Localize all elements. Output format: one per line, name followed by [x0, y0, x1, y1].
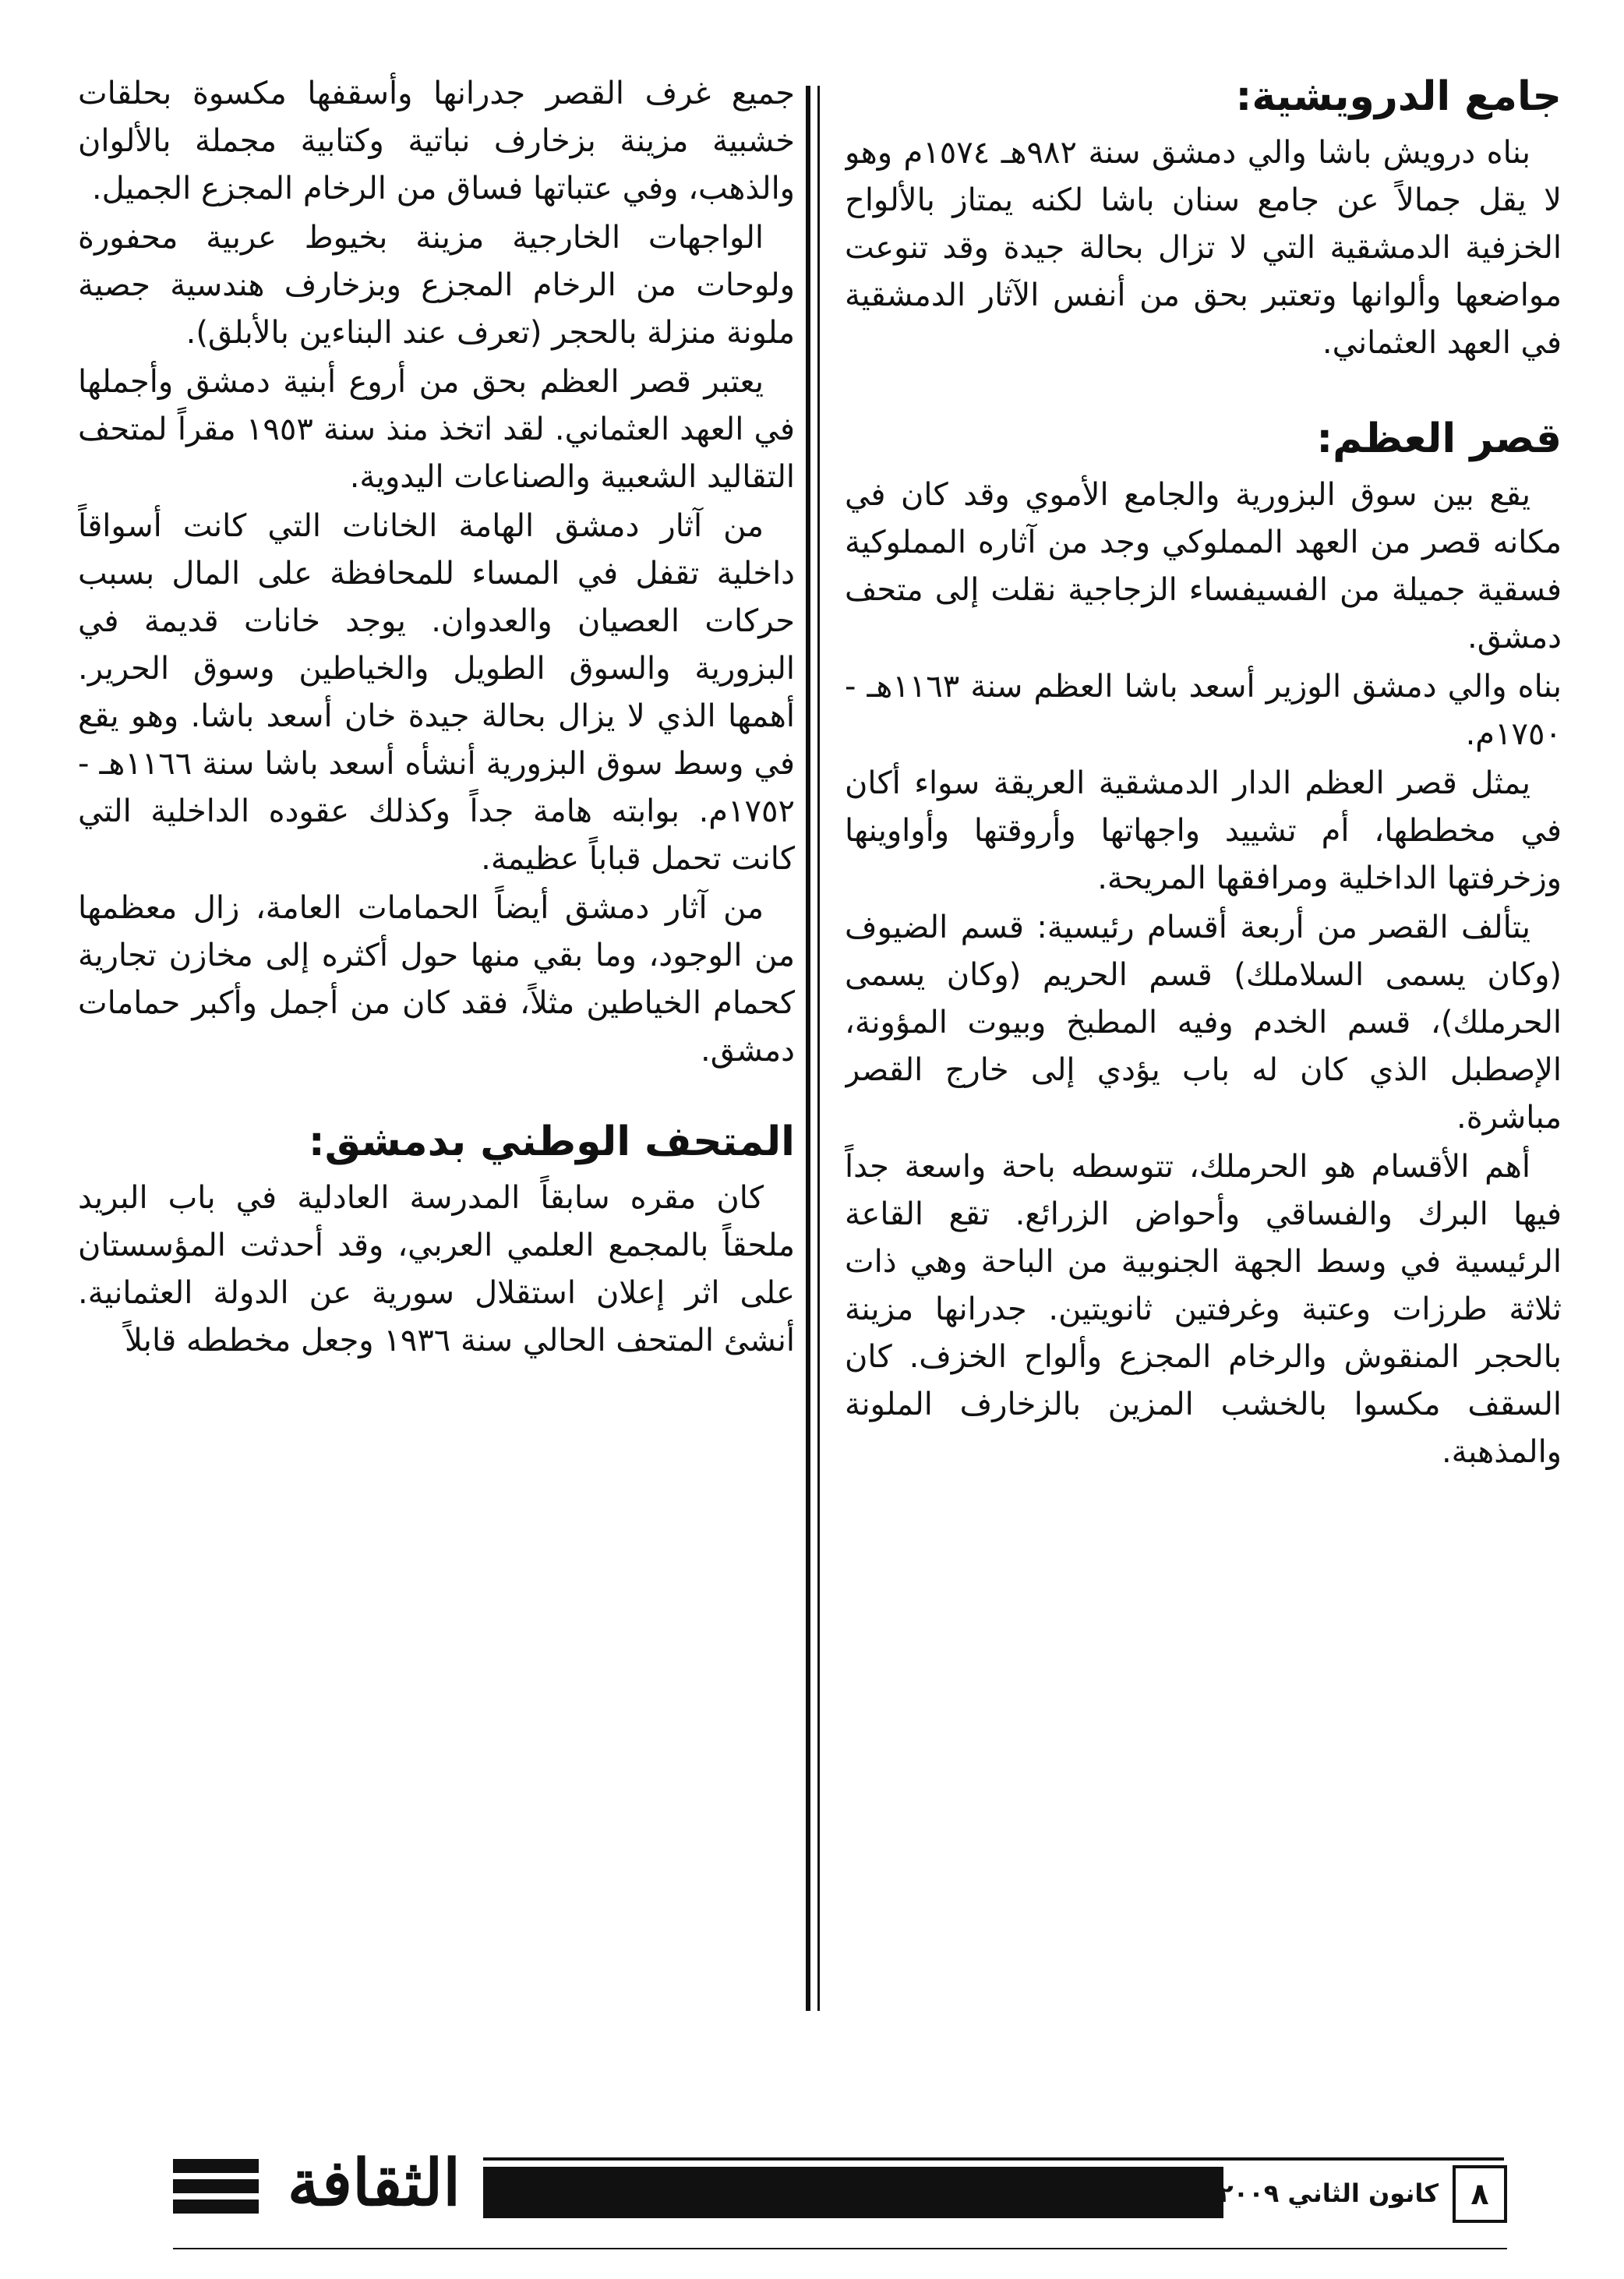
issue-date: كانون الثاني ٢٠٠٩م	[1199, 2178, 1439, 2208]
magazine-logo: الثقافة	[287, 2146, 461, 2221]
footer-black-bar	[483, 2167, 1223, 2218]
left-column	[78, 70, 795, 2042]
paragraph: يعتبر قصر العظم بحق من أروع أبنية دمشق وأجملها في العهد العثماني. لقد اتخذ منذ سنة ١٩٥٣ مقراً لمتحف التقاليد الشعبية والصناعات اليدوية.	[78, 364, 795, 495]
paragraph: بناه درويش باشا والي دمشق سنة ٩٨٢هـ ١٥٧٤م وهو لا يقل جمالاً عن جامع سنان باشا لكنه يمتاز بالألواح الخزفية الدمشقية التي لا تزال بحالة جيدة وقد تنوعت مواضعها وألوانها وتعتبر بحق من أنفس الآثار الدمشقية في العهد العثماني.	[845, 135, 1562, 361]
section-heading-darwishiyya-mosque: جامع الدرويشية:	[1235, 73, 1562, 120]
paragraph: يمثل قصر العظم الدار الدمشقية العريقة سواء أكان في مخططها، أم تشييد واجهاتها وأروقتها وأواوينها وزخرفتها الداخلية ومرافقها المريحة.	[845, 765, 1562, 896]
page-number: ٨	[1453, 2165, 1507, 2223]
footer-thin-rule	[483, 2157, 1504, 2161]
paragraph: بناه والي دمشق الوزير أسعد باشا العظم سنة ١١٦٣هـ - ١٧٥٠م.	[845, 669, 1562, 752]
paragraph: جميع غرف القصر جدرانها وأسقفها مكسوة بحلقات خشبية مزينة بزخارف نباتية وكتابية مجملة بالألوان والذهب، وفي عتباتها فساق من الرخام المجزع الجميل.	[78, 76, 795, 207]
paragraph: أهم الأقسام هو الحرملك، تتوسطه باحة واسعة جداً فيها البرك والفساقي وأحواض الزرائع. تقع القاعة الرئيسية في وسط الجهة الجنوبية من الباحة وهي ذات ثلاثة طرزات وعتبة وغرفتين ثانويتين. جدرانها مزينة بالحجر المنقوش والرخام المجزع وألواح الخزف. كان السقف مكسوا بالخشب المزين بالزخارف الملونة والمذهبة.	[845, 1149, 1562, 1470]
right-column	[845, 70, 1562, 2042]
footer-bottom-rule	[173, 2248, 1507, 2249]
paragraph: يقع بين سوق البزورية والجامع الأموي وقد كان في مكانه قصر من العهد المملوكي وجد من آثاره المملوكية فسقية جميلة من الفسيفساء الزجاجية نقلت إلى متحف دمشق.	[845, 477, 1562, 655]
column-divider	[806, 86, 820, 2011]
paragraph: كان مقره سابقاً المدرسة العادلية في باب البريد ملحقاً بالمجمع العلمي العربي، وقد أحدثت المؤسستان على اثر إعلان استقلال سورية عن الدولة العثمانية. أنشئ المتحف الحالي سنة ١٩٣٦ وجعل مخططه قابلاً	[78, 1180, 795, 1359]
paragraph: من آثار دمشق أيضاً الحمامات العامة، زال معظمها من الوجود، وما بقي منها حول أكثره إلى مخازن تجارية كحمام الخياطين مثلاً، فقد كان من أجمل وأكبر حمامات دمشق.	[78, 890, 795, 1069]
paragraph: يتألف القصر من أربعة أقسام رئيسية: قسم الضيوف (وكان يسمى السلاملك) قسم الحريم (وكان يسمى الحرملك)، قسم الخدم وفيه المطبخ وبيوت المؤونة، الإصطبل الذي كان له باب يؤدي إلى خارج القصر مباشرة.	[845, 910, 1562, 1136]
paragraph: من آثار دمشق الهامة الخانات التي كانت أسواقاً داخلية تقفل في المساء للمحافظة على المال بسبب حركات العصيان والعدوان. يوجد خانات قديمة في البزورية والسوق الطويل والخياطين وسوق الحرير. أهمها الذي لا يزال بحالة جيدة خان أسعد باشا. وهو يقع في وسط سوق البزورية أنشأه أسعد باشا سنة ١١٦٦هـ - ١٧٥٢م. بوابته هامة جداً وكذلك عقوده الداخلية التي كانت تحمل قباباً عظيمة.	[78, 508, 795, 877]
paragraph: الواجهات الخارجية مزينة بخيوط عربية محفورة ولوحات من الرخام المجزع وبزخارف هندسية جصية ملونة منزلة بالحجر (تعرف عند البناءين بالأبلق).	[78, 220, 795, 351]
section-heading-azem-palace: قصر العظم:	[1316, 415, 1562, 462]
footer-logo-stripes	[173, 2159, 259, 2221]
section-heading-national-museum: المتحف الوطني بدمشق:	[308, 1118, 795, 1165]
